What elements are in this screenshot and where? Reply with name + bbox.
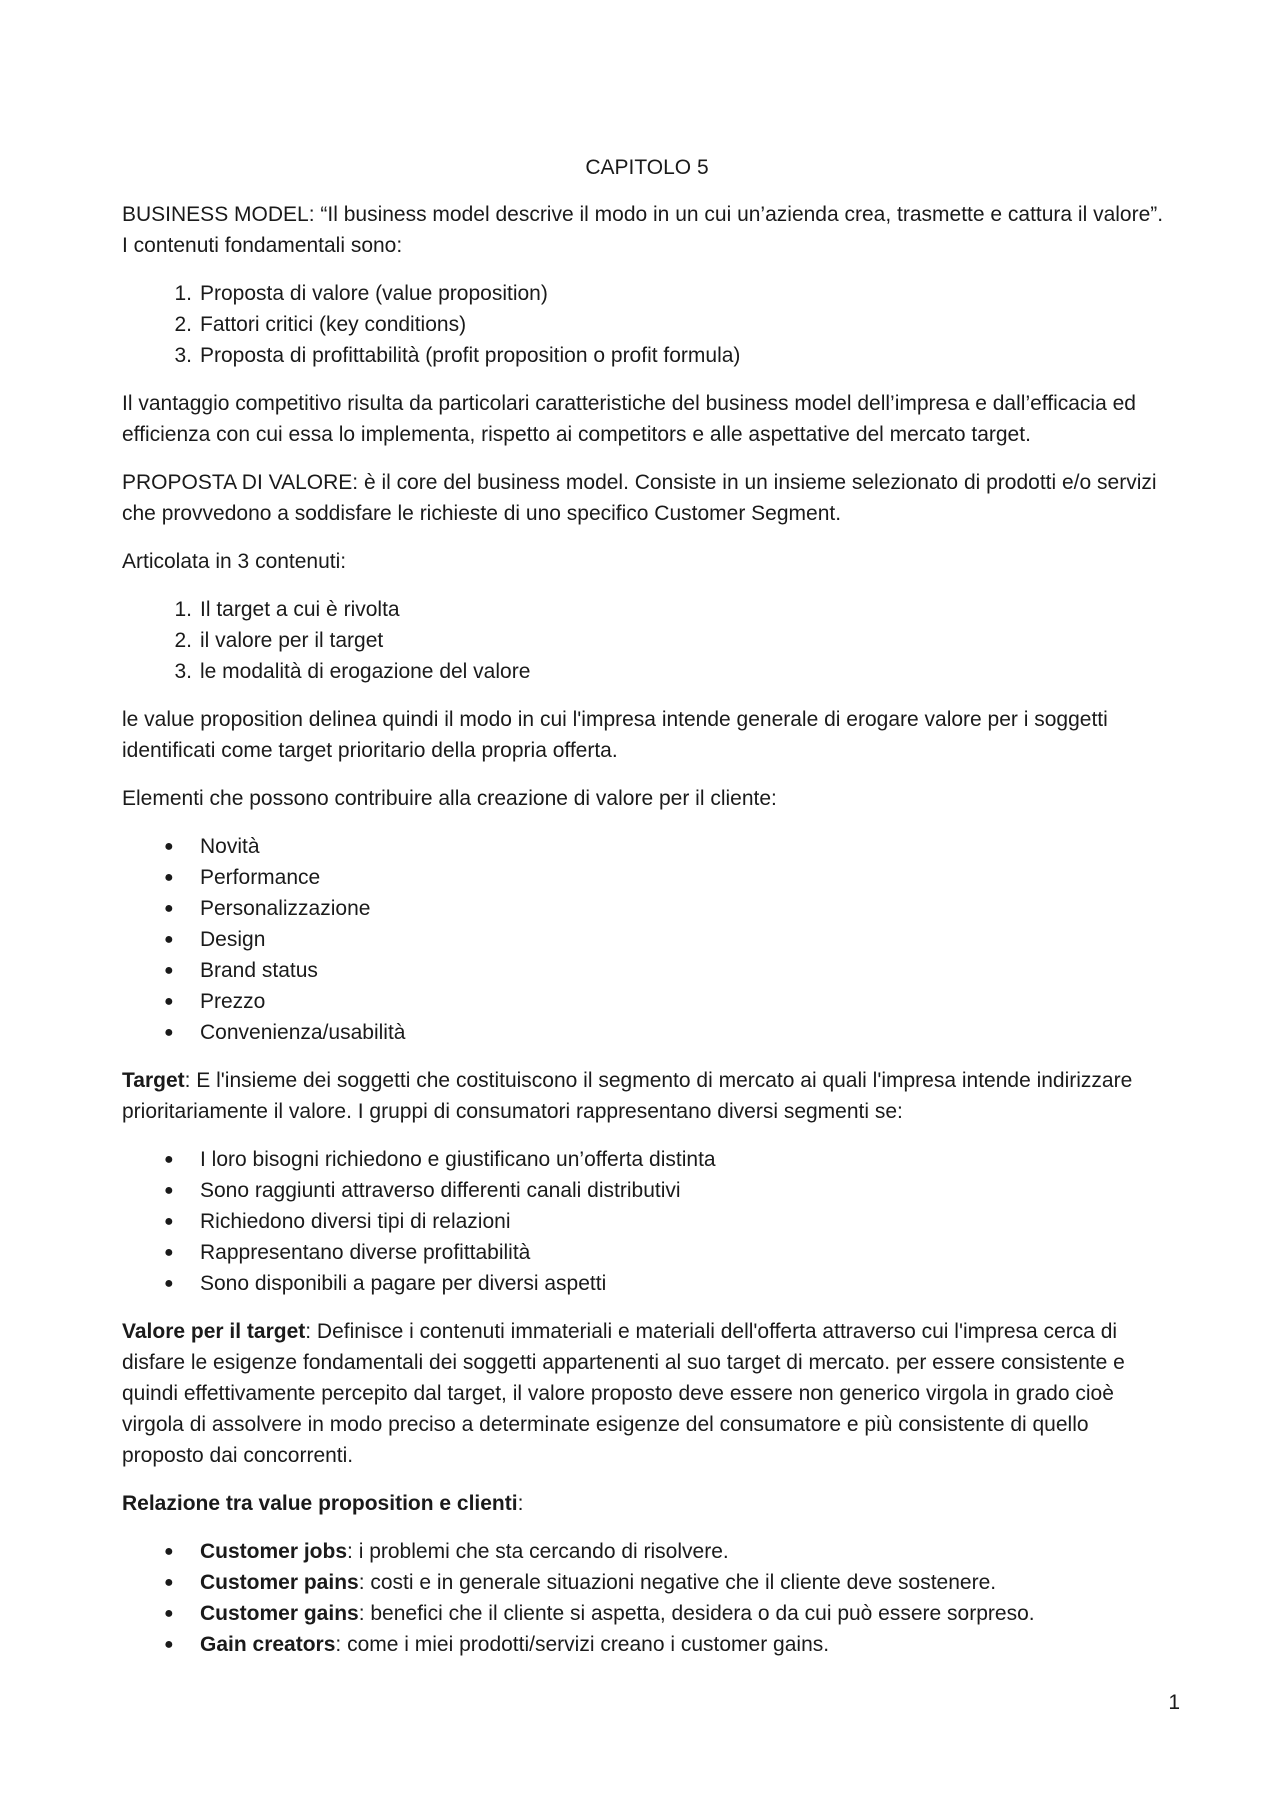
segmenti-list: [122, 1144, 1172, 1299]
list-item: ● Performance: [122, 862, 1172, 893]
bullet-icon: ●: [164, 869, 174, 886]
bullet-icon: ●: [164, 1182, 174, 1199]
list-item: ● Customer gains: benefici che il cliente si aspetta, desidera o da cui può essere sorpreso.: [122, 1598, 1172, 1629]
bullet-icon: ●: [164, 931, 174, 948]
list-item: 2. il valore per il target: [122, 625, 1172, 656]
contenuti-list: [122, 594, 1172, 687]
elementi-intro: Elementi che possono contribuire alla creazione di valore per il cliente:: [122, 787, 777, 810]
list-item: ● Sono raggiunti attraverso differenti canali distributivi: [122, 1175, 1172, 1206]
bullet-icon: ●: [164, 993, 174, 1010]
chapter-title: CAPITOLO 5: [585, 156, 709, 179]
bullet-icon: ●: [164, 1543, 174, 1560]
list-item: 1. Proposta di valore (value proposition): [122, 278, 1172, 309]
list-item: ● Novità: [122, 831, 1172, 862]
list-item: ● I loro bisogni richiedono e giustificano un’offerta distinta: [122, 1144, 1172, 1175]
list-item: ● Prezzo: [122, 986, 1172, 1017]
relazione-heading: Relazione tra value proposition e clienti:: [122, 1492, 524, 1515]
target-paragraph: Target: E l'insieme dei soggetti che costituiscono il segmento di mercato ai quali l'impresa intende indirizzare prioritariamente il valore. I gruppi di consumatori rappresentano diversi segmenti se:: [122, 1069, 1133, 1123]
list-number: 1.: [174, 598, 192, 621]
bullet-icon: ●: [164, 1213, 174, 1230]
list-item: ● Personalizzazione: [122, 893, 1172, 924]
list-item: ● Gain creators: come i miei prodotti/servizi creano i customer gains.: [122, 1629, 1172, 1660]
list-item: ● Rappresentano diverse profittabilità: [122, 1237, 1172, 1268]
articolata-paragraph: Articolata in 3 contenuti:: [122, 550, 347, 573]
bullet-icon: ●: [164, 1636, 174, 1653]
bullet-icon: ●: [164, 1151, 174, 1168]
list-item: 3. le modalità di erogazione del valore: [122, 656, 1172, 687]
list-number: 2.: [174, 313, 192, 336]
bullet-icon: ●: [164, 1574, 174, 1591]
list-number: 2.: [174, 629, 192, 652]
target-label: Target: [122, 1069, 185, 1092]
value-proposition-paragraph: le value proposition delinea quindi il modo in cui l'impresa intende generale di erogare valore per i soggetti identificati come target prioritario della propria offerta.: [122, 708, 1108, 762]
bullet-icon: ●: [164, 962, 174, 979]
list-item: ● Convenienza/usabilità: [122, 1017, 1172, 1048]
list-item: 1. Il target a cui è rivolta: [122, 594, 1172, 625]
bullet-icon: ●: [164, 1275, 174, 1292]
relazione-list: [122, 1536, 1172, 1660]
page-number: 1: [1168, 1691, 1180, 1714]
business-model-intro: BUSINESS MODEL: “Il business model descrive il modo in un cui un’azienda crea, trasmette e cattura il valore”. I contenuti fondamentali sono:: [122, 203, 1164, 257]
list-item: 2. Fattori critici (key conditions): [122, 309, 1172, 340]
elementi-list: [122, 831, 1172, 1048]
list-item: ● Customer jobs: i problemi che sta cercando di risolvere.: [122, 1536, 1172, 1567]
bullet-icon: ●: [164, 1244, 174, 1261]
list-item: ● Brand status: [122, 955, 1172, 986]
bullet-icon: ●: [164, 1024, 174, 1041]
list-item: 3. Proposta di profittabilità (profit proposition o profit formula): [122, 340, 1172, 371]
bullet-icon: ●: [164, 838, 174, 855]
list-item: ● Sono disponibili a pagare per diversi aspetti: [122, 1268, 1172, 1299]
list-item: ● Customer pains: costi e in generale situazioni negative che il cliente deve sostenere.: [122, 1567, 1172, 1598]
list-number: 1.: [174, 282, 192, 305]
list-number: 3.: [174, 344, 192, 367]
valore-label: Valore per il target: [122, 1320, 306, 1343]
page-content: [122, 152, 1172, 1677]
bullet-icon: ●: [164, 900, 174, 917]
list-item: ● Design: [122, 924, 1172, 955]
bullet-icon: ●: [164, 1605, 174, 1622]
valore-paragraph: Valore per il target: Definisce i contenuti immateriali e materiali dell'offerta attraverso cui l'impresa cerca di disfare le esigenze fondamentali dei soggetti appartenenti al suo target di mercato. per essere consistente e quindi effettivamente percepito dal target, il valore proposto deve essere non generico virgola in grado cioè virgola di assolvere in modo preciso a determinate esigenze del consumatore e più consistente di quello proposto dai concorrenti.: [122, 1320, 1125, 1467]
list-number: 3.: [174, 660, 192, 683]
list-item: ● Richiedono diversi tipi di relazioni: [122, 1206, 1172, 1237]
vantaggio-paragraph: Il vantaggio competitivo risulta da particolari caratteristiche del business model dell’impresa e dall’efficacia ed efficienza con cui essa lo implementa, rispetto ai competitors e alle aspettative del mercato target.: [122, 392, 1136, 446]
business-model-list: [122, 278, 1172, 371]
proposta-paragraph: PROPOSTA DI VALORE: è il core del business model. Consiste in un insieme selezionato di prodotti e/o servizi che provvedono a soddisfare le richieste di uno specifico Customer Segment.: [122, 471, 1157, 525]
